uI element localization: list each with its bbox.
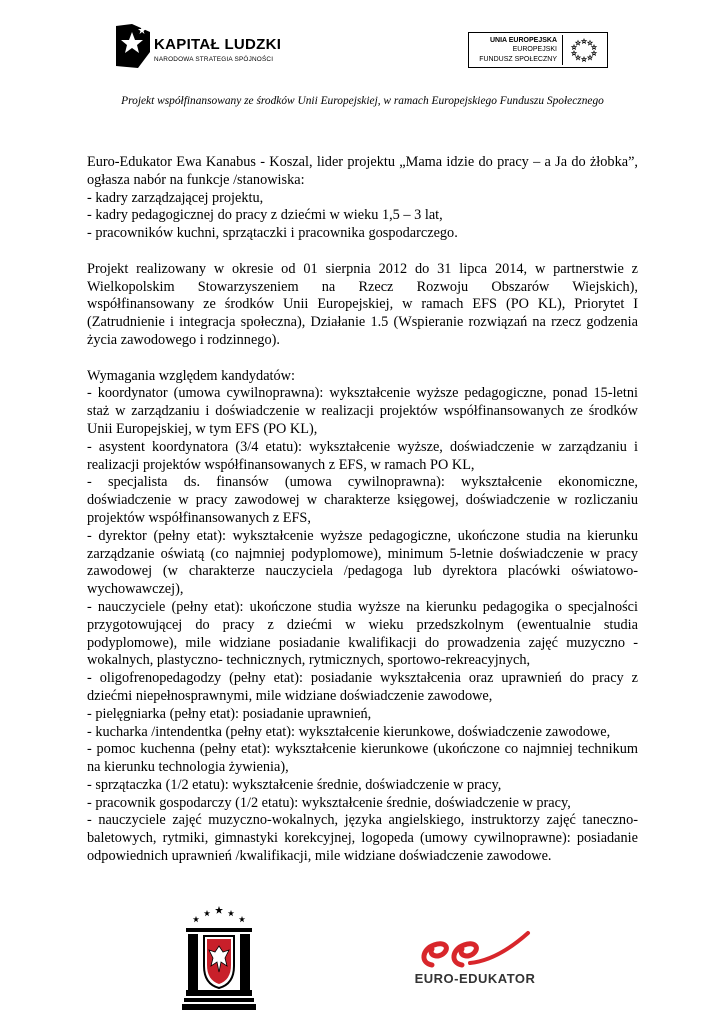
requirement-line: - pielęgniarka (pełny etat): posiadanie uprawnień,	[87, 705, 372, 722]
requirement-line: na kierunku technologia żywienia),	[87, 759, 289, 776]
requirement-line: Unii Europejskiej, w tym EFS (PO KL),	[87, 420, 318, 437]
requirements-heading: Wymagania względem kandydatów:	[87, 367, 295, 384]
requirement-line: przygotowującej do pracy z dziećmi w wieku przedszkolnym (ewentualnie studia	[87, 616, 638, 633]
requirement-line: - nauczyciele zajęć muzyczno-wokalnych, języka angielskiego, instruktorzy zajęć taneczno-	[87, 812, 638, 829]
eu-line-3: FUNDUSZ SPOŁECZNY	[479, 55, 557, 63]
intro-line: ogłasza nabór na funkcje /stanowiska:	[87, 171, 305, 188]
euro-edukator-text: EURO-EDUKATOR	[414, 971, 536, 986]
requirement-line: - koordynator (umowa cywilnoprawna): wykształcenie wyższe pedagogiczne, ponad 15-letni	[87, 385, 638, 402]
requirement-line: wychowawczej),	[87, 581, 184, 598]
requirement-line: - nauczyciele (pełny etat): ukończone studia wyższe na kierunku pedagogika o specjalności	[87, 598, 638, 615]
project-line: (Zatrudnienie i integracja społeczna), Działanie 1.5 (Wspieranie rozwiązań na rzecz godzenia	[87, 314, 638, 331]
requirement-line: - specjalista ds. finansów (umowa cywilnoprawna): wykształcenie ekonomiczne,	[87, 474, 638, 491]
eu-line-1: UNIA EUROPEJSKA	[489, 37, 557, 44]
kapital-ludzki-title: KAPITAŁ LUDZKI	[154, 36, 282, 53]
kapital-ludzki-logo	[112, 22, 292, 74]
requirement-line: realizacji projektów współfinansowanych z EFS, w ramach PO KL,	[87, 456, 475, 473]
eu-line-2: EUROPEJSKI	[512, 46, 557, 54]
euro-edukator-logo	[410, 925, 540, 995]
requirement-line: podyplomowe), mile widziane posiadanie kwalifikacji do prowadzenia zajęć muzyczno -	[87, 634, 638, 651]
kapital-ludzki-star-icon	[112, 22, 154, 70]
intro-line: - kadry zarządzającej projektu,	[87, 189, 264, 206]
eu-logo	[468, 32, 608, 68]
requirement-line: baletowych, rytmiki, gimnastyki korekcyjnej, logopeda (umowy cywilnoprawne): posiadanie	[87, 830, 638, 847]
requirement-line: wokalnych, plastyczno- technicznych, rytmicznych, sportowo-rekreacyjnych,	[87, 652, 531, 669]
requirement-line: - oligofrenopedagodzy (pełny etat): posiadanie wykształcenia oraz uprawnień do pracy z	[87, 670, 638, 687]
requirement-line: projektów współfinansowanych z EFS,	[87, 509, 311, 526]
intro-line: Euro-Edukator Ewa Kanabus - Koszal, lider projektu „Mama idzie do pracy – a Ja do żłobka”,	[87, 154, 638, 170]
project-line: życia zawodowego i rodzinnego).	[87, 331, 280, 348]
requirement-line: odpowiednich uprawnień /kwalifikacji, mile widziane doświadczenie zawodowe.	[87, 848, 552, 865]
requirement-line: - pracownik gospodarczy (1/2 etatu): wykształcenie średnie, doświadczenie w pracy,	[87, 794, 571, 811]
requirement-line: dziećmi niepełnosprawnymi, mile widziane doświadczenie zawodowe,	[87, 687, 493, 704]
eu-stars-icon	[562, 35, 605, 65]
coat-of-arms-emblem	[182, 904, 256, 1014]
eu-logo-text	[479, 36, 557, 64]
project-line: Projekt realizowany w okresie od 01 sierpnia 2012 do 31 lipca 2014, w partnerstwie z	[87, 260, 638, 277]
requirement-line: - pomoc kuchenna (pełny etat): wykształcenie kierunkowe (ukończone co najmniej technikum	[87, 741, 638, 758]
requirement-line: zarządzanie oświatą (co najmniej podyplomowe), minimum 5-letnie doświadczenie w pracy	[87, 545, 638, 562]
cofinancing-tagline: Projekt współfinansowany ze środków Unii Europejskiej, w ramach Europejskiego Funduszu Społecznego	[121, 95, 604, 107]
requirement-line: - sprzątaczka (1/2 etatu): wykształcenie średnie, doświadczenie w pracy,	[87, 776, 502, 793]
requirement-line: zawodowej (w charakterze nauczyciela /pedagoga lub dyrektora placówki oświatowo-	[87, 563, 638, 580]
requirement-line: - asystent koordynatora (3/4 etatu): wykształcenie wyższe, doświadczenie w zarządzaniu i	[87, 438, 638, 455]
document-body	[87, 154, 638, 866]
requirement-line: doświadczenie w pracy zawodowej w charakterze księgowej, doświadczenie w rozliczaniu	[87, 492, 638, 509]
requirement-line: - dyrektor (pełny etat): wykształcenie wyższe pedagogiczne, ukończone studia na kierunku	[87, 527, 638, 544]
euro-edukator-swirl-icon	[410, 925, 540, 969]
requirement-line: staż w zarządzaniu i doświadczenie w realizacji projektów współfinansowanych ze środków	[87, 403, 638, 420]
project-line: współfinansowany ze środków Unii Europejskiej, w ramach EFS (PO KL), Priorytet I	[87, 296, 638, 313]
kapital-ludzki-subtitle: NARODOWA STRATEGIA SPÓJNOŚCI	[154, 56, 274, 63]
intro-line: - pracowników kuchni, sprzątaczki i pracownika gospodarczego.	[87, 225, 458, 242]
project-line: Wielkopolskim Stowarzyszeniem na Rzecz Rozwoju Obszarów Wiejskich),	[87, 278, 638, 295]
requirement-line: - kucharka /intendentka (pełny etat): wykształcenie kierunkowe, doświadczenie zawodowe,	[87, 723, 611, 740]
intro-line: - kadry pedagogicznej do pracy z dziećmi w wieku 1,5 – 3 lat,	[87, 207, 443, 224]
